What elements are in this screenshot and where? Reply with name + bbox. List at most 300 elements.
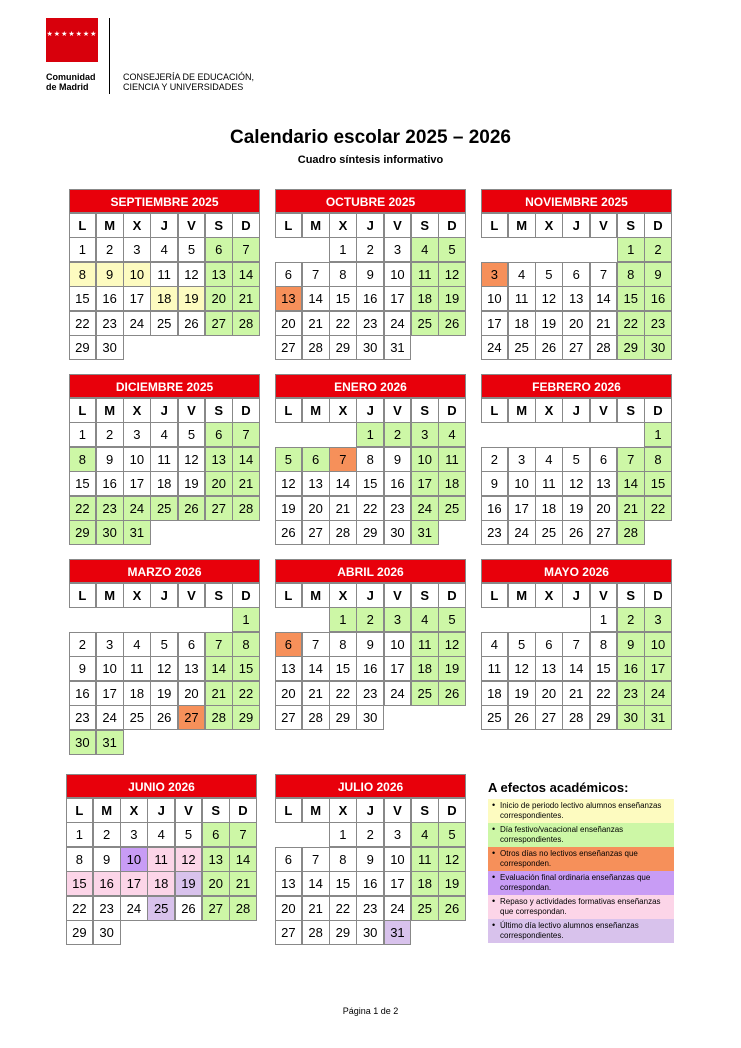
weekday-header: J (147, 798, 175, 823)
day-cell: 24 (384, 896, 412, 921)
day-cell: 16 (96, 471, 124, 496)
month-title: ABRIL 2026 (275, 559, 466, 583)
consejeria-line-1: CONSEJERÍA DE EDUCACIÓN, (123, 72, 255, 82)
day-cell: 23 (384, 496, 412, 521)
month-grid (69, 213, 260, 360)
day-cell: 2 (644, 237, 672, 262)
blank-cell (96, 608, 123, 633)
day-cell: 7 (617, 447, 645, 472)
day-cell: 26 (508, 705, 536, 730)
logo-stars-icon: ★★★★★★★ (46, 31, 98, 38)
day-cell: 28 (232, 496, 260, 521)
day-cell: 19 (178, 471, 206, 496)
month-title: DICIEMBRE 2025 (69, 374, 260, 398)
day-cell: 10 (411, 447, 439, 472)
day-cell: 25 (123, 705, 151, 730)
day-cell: 10 (508, 471, 536, 496)
day-cell: 7 (232, 422, 260, 447)
weekday-header: S (617, 583, 645, 608)
blank-cell (508, 608, 535, 633)
day-cell: 23 (96, 496, 124, 521)
day-cell: 29 (69, 335, 97, 360)
day-cell: 8 (329, 262, 357, 287)
weekday-header: D (644, 583, 672, 608)
day-cell: 10 (384, 262, 412, 287)
day-cell: 8 (590, 632, 618, 657)
day-cell: 16 (356, 656, 384, 681)
blank-cell (508, 423, 535, 448)
weekday-header: V (178, 213, 206, 238)
day-cell: 23 (69, 705, 97, 730)
day-cell: 4 (411, 237, 439, 262)
day-cell: 2 (384, 422, 412, 447)
day-cell: 27 (205, 496, 233, 521)
day-cell: 21 (302, 896, 330, 921)
day-cell: 12 (275, 471, 303, 496)
blank-cell (590, 238, 617, 263)
month-grid (66, 798, 257, 945)
consejeria-text (123, 72, 254, 92)
day-cell: 20 (302, 496, 330, 521)
day-cell: 8 (617, 262, 645, 287)
day-cell: 11 (150, 447, 178, 472)
weekday-header: X (120, 798, 148, 823)
day-cell: 14 (205, 656, 233, 681)
blank-cell (205, 608, 232, 633)
day-cell: 3 (96, 632, 124, 657)
day-cell: 17 (508, 496, 536, 521)
day-cell: 29 (69, 520, 97, 545)
day-cell: 21 (617, 496, 645, 521)
day-cell: 5 (275, 447, 303, 472)
weekday-header: J (562, 213, 590, 238)
weekday-header: L (69, 583, 97, 608)
month-grid (69, 398, 260, 545)
day-cell: 24 (123, 496, 151, 521)
day-cell: 6 (590, 447, 618, 472)
day-cell: 21 (302, 681, 330, 706)
day-cell: 21 (590, 311, 618, 336)
day-cell: 3 (384, 607, 412, 632)
day-cell: 28 (302, 920, 330, 945)
day-cell: 7 (562, 632, 590, 657)
weekday-header: J (356, 798, 384, 823)
weekday-header: L (481, 583, 509, 608)
day-cell: 9 (93, 847, 121, 872)
day-cell: 30 (617, 705, 645, 730)
day-cell: 18 (411, 871, 439, 896)
day-cell: 21 (302, 311, 330, 336)
day-cell: 4 (150, 422, 178, 447)
day-cell: 29 (590, 705, 618, 730)
day-cell: 9 (644, 262, 672, 287)
day-cell: 3 (384, 822, 412, 847)
day-cell: 7 (302, 847, 330, 872)
day-cell: 30 (384, 520, 412, 545)
day-cell: 6 (275, 262, 303, 287)
day-cell: 9 (356, 632, 384, 657)
day-cell: 25 (411, 311, 439, 336)
blank-cell (563, 608, 590, 633)
day-cell: 19 (508, 681, 536, 706)
weekday-header: D (438, 213, 466, 238)
day-cell: 19 (438, 871, 466, 896)
day-cell: 2 (481, 447, 509, 472)
day-cell: 10 (384, 632, 412, 657)
day-cell: 28 (590, 335, 618, 360)
day-cell: 15 (329, 656, 357, 681)
day-cell: 1 (356, 422, 384, 447)
day-cell: 10 (96, 656, 124, 681)
day-cell: 15 (329, 286, 357, 311)
day-cell: 28 (302, 335, 330, 360)
month-title: MAYO 2026 (481, 559, 672, 583)
day-cell: 26 (562, 520, 590, 545)
day-cell: 30 (93, 920, 121, 945)
day-cell: 25 (411, 681, 439, 706)
day-cell: 27 (205, 311, 233, 336)
day-cell: 6 (205, 422, 233, 447)
day-cell: 11 (411, 262, 439, 287)
day-cell: 30 (356, 920, 384, 945)
day-cell: 16 (356, 871, 384, 896)
day-cell: 31 (411, 520, 439, 545)
day-cell: 12 (438, 847, 466, 872)
day-cell: 4 (411, 607, 439, 632)
weekday-header: X (329, 583, 357, 608)
day-cell: 20 (590, 496, 618, 521)
weekday-header: L (275, 583, 303, 608)
day-cell: 9 (356, 847, 384, 872)
day-cell: 30 (96, 520, 124, 545)
day-cell: 22 (329, 311, 357, 336)
day-cell: 22 (329, 896, 357, 921)
month-title: JUNIO 2026 (66, 774, 257, 798)
day-cell: 14 (329, 471, 357, 496)
day-cell: 18 (123, 681, 151, 706)
weekday-header: J (356, 398, 384, 423)
month-grid (481, 398, 672, 545)
blank-cell (508, 238, 535, 263)
month-grid (275, 213, 466, 360)
legend-title: A efectos académicos: (488, 780, 629, 795)
day-cell: 17 (411, 471, 439, 496)
day-cell: 20 (202, 871, 230, 896)
day-cell: 25 (411, 896, 439, 921)
day-cell: 3 (644, 607, 672, 632)
day-cell: 9 (96, 262, 124, 287)
month-calendar (66, 774, 257, 945)
day-cell: 4 (481, 632, 509, 657)
day-cell: 13 (590, 471, 618, 496)
weekday-header: V (384, 798, 412, 823)
day-cell: 27 (275, 335, 303, 360)
day-cell: 1 (617, 237, 645, 262)
month-grid (275, 398, 466, 545)
day-cell: 15 (329, 871, 357, 896)
day-cell: 27 (535, 705, 563, 730)
day-cell: 26 (535, 335, 563, 360)
day-cell: 14 (302, 656, 330, 681)
day-cell: 1 (69, 422, 97, 447)
weekday-header: L (481, 213, 509, 238)
day-cell: 20 (535, 681, 563, 706)
day-cell: 14 (590, 286, 618, 311)
day-cell: 22 (69, 311, 97, 336)
blank-cell (481, 238, 508, 263)
day-cell: 7 (302, 632, 330, 657)
day-cell: 25 (438, 496, 466, 521)
weekday-header: M (302, 213, 330, 238)
month-calendar (275, 189, 466, 360)
month-calendar (481, 559, 672, 730)
weekday-header: X (123, 583, 151, 608)
day-cell: 21 (229, 871, 257, 896)
day-cell: 25 (147, 896, 175, 921)
day-cell: 18 (438, 471, 466, 496)
weekday-header: V (590, 398, 618, 423)
day-cell: 11 (508, 286, 536, 311)
weekday-header: L (275, 398, 303, 423)
blank-cell (124, 608, 151, 633)
day-cell: 20 (275, 311, 303, 336)
weekday-header: M (508, 213, 536, 238)
month-title: SEPTIEMBRE 2025 (69, 189, 260, 213)
day-cell: 24 (384, 311, 412, 336)
day-cell: 4 (438, 422, 466, 447)
legend-item: • Inicio de periodo lectivo alumnos enseñanzas correspondientes. (488, 799, 674, 823)
day-cell: 13 (275, 656, 303, 681)
day-cell: 26 (178, 311, 206, 336)
month-title: ENERO 2026 (275, 374, 466, 398)
day-cell: 13 (275, 871, 303, 896)
page-footer: Página 1 de 2 (342, 1006, 399, 1016)
weekday-header: S (411, 213, 439, 238)
day-cell: 29 (329, 705, 357, 730)
weekday-header: J (150, 398, 178, 423)
day-cell: 22 (590, 681, 618, 706)
blank-cell (178, 608, 205, 633)
weekday-header: V (384, 398, 412, 423)
weekday-header: L (481, 398, 509, 423)
weekday-header: M (96, 213, 124, 238)
weekday-header: S (411, 398, 439, 423)
weekday-header: D (438, 398, 466, 423)
weekday-header: J (356, 213, 384, 238)
day-cell: 26 (275, 520, 303, 545)
weekday-header: J (356, 583, 384, 608)
day-cell: 26 (175, 896, 203, 921)
weekday-header: D (644, 398, 672, 423)
weekday-header: D (232, 398, 260, 423)
blank-cell (536, 608, 563, 633)
day-cell: 11 (123, 656, 151, 681)
day-cell: 13 (535, 656, 563, 681)
day-cell: 27 (562, 335, 590, 360)
blank-cell (275, 238, 302, 263)
day-cell: 13 (178, 656, 206, 681)
blank-cell (563, 423, 590, 448)
day-cell: 11 (147, 847, 175, 872)
day-cell: 15 (617, 286, 645, 311)
header-divider (109, 18, 110, 94)
month-calendar (481, 189, 672, 360)
day-cell: 23 (96, 311, 124, 336)
day-cell: 5 (150, 632, 178, 657)
day-cell: 22 (617, 311, 645, 336)
day-cell: 19 (150, 681, 178, 706)
day-cell: 8 (232, 632, 260, 657)
day-cell: 2 (69, 632, 97, 657)
legend-item: • Día festivo/vacacional enseñanzas correspondientes. (488, 823, 674, 847)
day-cell: 12 (562, 471, 590, 496)
day-cell: 5 (438, 607, 466, 632)
day-cell: 5 (175, 822, 203, 847)
month-calendar (69, 559, 260, 755)
day-cell: 24 (508, 520, 536, 545)
blank-cell (536, 238, 563, 263)
day-cell: 16 (481, 496, 509, 521)
day-cell: 20 (275, 896, 303, 921)
day-cell: 2 (356, 237, 384, 262)
day-cell: 5 (535, 262, 563, 287)
day-cell: 14 (617, 471, 645, 496)
day-cell: 7 (205, 632, 233, 657)
legend-item: • Evaluación final ordinaria enseñanzas que correspondan. (488, 871, 674, 895)
weekday-header: D (438, 798, 466, 823)
day-cell: 30 (356, 335, 384, 360)
day-cell: 29 (356, 520, 384, 545)
day-cell: 28 (617, 520, 645, 545)
weekday-header: L (69, 398, 97, 423)
weekday-header: X (535, 398, 563, 423)
month-calendar (275, 774, 466, 945)
day-cell: 17 (120, 871, 148, 896)
day-cell: 6 (302, 447, 330, 472)
day-cell: 6 (275, 632, 303, 657)
weekday-header: V (384, 213, 412, 238)
blank-cell (481, 423, 508, 448)
day-cell: 19 (438, 656, 466, 681)
day-cell: 12 (175, 847, 203, 872)
day-cell: 17 (384, 656, 412, 681)
page-subtitle: Cuadro síntesis informativo (297, 154, 444, 166)
day-cell: 15 (644, 471, 672, 496)
day-cell: 11 (481, 656, 509, 681)
day-cell: 27 (178, 705, 206, 730)
day-cell: 7 (229, 822, 257, 847)
day-cell: 1 (232, 607, 260, 632)
day-cell: 20 (178, 681, 206, 706)
day-cell: 3 (384, 237, 412, 262)
month-grid (275, 798, 466, 945)
day-cell: 6 (202, 822, 230, 847)
weekday-header: S (205, 398, 233, 423)
day-cell: 16 (356, 286, 384, 311)
weekday-header: S (617, 398, 645, 423)
weekday-header: S (202, 798, 230, 823)
day-cell: 16 (69, 681, 97, 706)
day-cell: 4 (147, 822, 175, 847)
day-cell: 3 (123, 422, 151, 447)
blank-cell (302, 238, 329, 263)
day-cell: 3 (123, 237, 151, 262)
day-cell: 19 (535, 311, 563, 336)
day-cell: 17 (123, 471, 151, 496)
weekday-header: X (329, 798, 357, 823)
legend-item: • Otros días no lectivos enseñanzas que corresponden. (488, 847, 674, 871)
month-title: OCTUBRE 2025 (275, 189, 466, 213)
legend-items (488, 799, 674, 943)
day-cell: 8 (69, 262, 97, 287)
weekday-header: V (590, 583, 618, 608)
legend-item: • Repaso y actividades formativas enseñanzas que correspondan. (488, 895, 674, 919)
logo-text-line-2: de Madrid (46, 82, 89, 92)
day-cell: 19 (562, 496, 590, 521)
blank-cell (481, 608, 508, 633)
day-cell: 27 (275, 920, 303, 945)
weekday-header: S (205, 213, 233, 238)
day-cell: 20 (562, 311, 590, 336)
day-cell: 28 (229, 896, 257, 921)
day-cell: 23 (617, 681, 645, 706)
weekday-header: M (302, 798, 330, 823)
day-cell: 6 (178, 632, 206, 657)
weekday-header: V (175, 798, 203, 823)
day-cell: 30 (69, 730, 97, 755)
day-cell: 1 (329, 822, 357, 847)
weekday-header: M (508, 398, 536, 423)
day-cell: 10 (123, 447, 151, 472)
day-cell: 26 (178, 496, 206, 521)
day-cell: 28 (205, 705, 233, 730)
day-cell: 13 (205, 447, 233, 472)
blank-cell (302, 823, 329, 848)
blank-cell (69, 608, 96, 633)
day-cell: 4 (150, 237, 178, 262)
day-cell: 9 (617, 632, 645, 657)
blank-cell (617, 423, 644, 448)
day-cell: 4 (123, 632, 151, 657)
day-cell: 14 (302, 871, 330, 896)
day-cell: 11 (535, 471, 563, 496)
consejeria-line-2: CIENCIA Y UNIVERSIDADES (123, 82, 244, 92)
page-title: Calendario escolar 2025 – 2026 (230, 127, 511, 148)
logo-text-line-1: Comunidad (46, 72, 96, 82)
weekday-header: M (96, 398, 124, 423)
weekday-header: S (205, 583, 233, 608)
weekday-header: J (150, 583, 178, 608)
day-cell: 9 (69, 656, 97, 681)
blank-cell (302, 608, 329, 633)
weekday-header: X (535, 583, 563, 608)
day-cell: 31 (384, 335, 412, 360)
day-cell: 27 (302, 520, 330, 545)
day-cell: 17 (123, 286, 151, 311)
day-cell: 15 (356, 471, 384, 496)
day-cell: 16 (644, 286, 672, 311)
day-cell: 18 (535, 496, 563, 521)
day-cell: 31 (384, 920, 412, 945)
day-cell: 13 (205, 262, 233, 287)
weekday-header: X (329, 398, 357, 423)
weekday-header: X (535, 213, 563, 238)
day-cell: 16 (96, 286, 124, 311)
day-cell: 22 (329, 681, 357, 706)
day-cell: 8 (66, 847, 94, 872)
day-cell: 29 (329, 335, 357, 360)
month-title: MARZO 2026 (69, 559, 260, 583)
